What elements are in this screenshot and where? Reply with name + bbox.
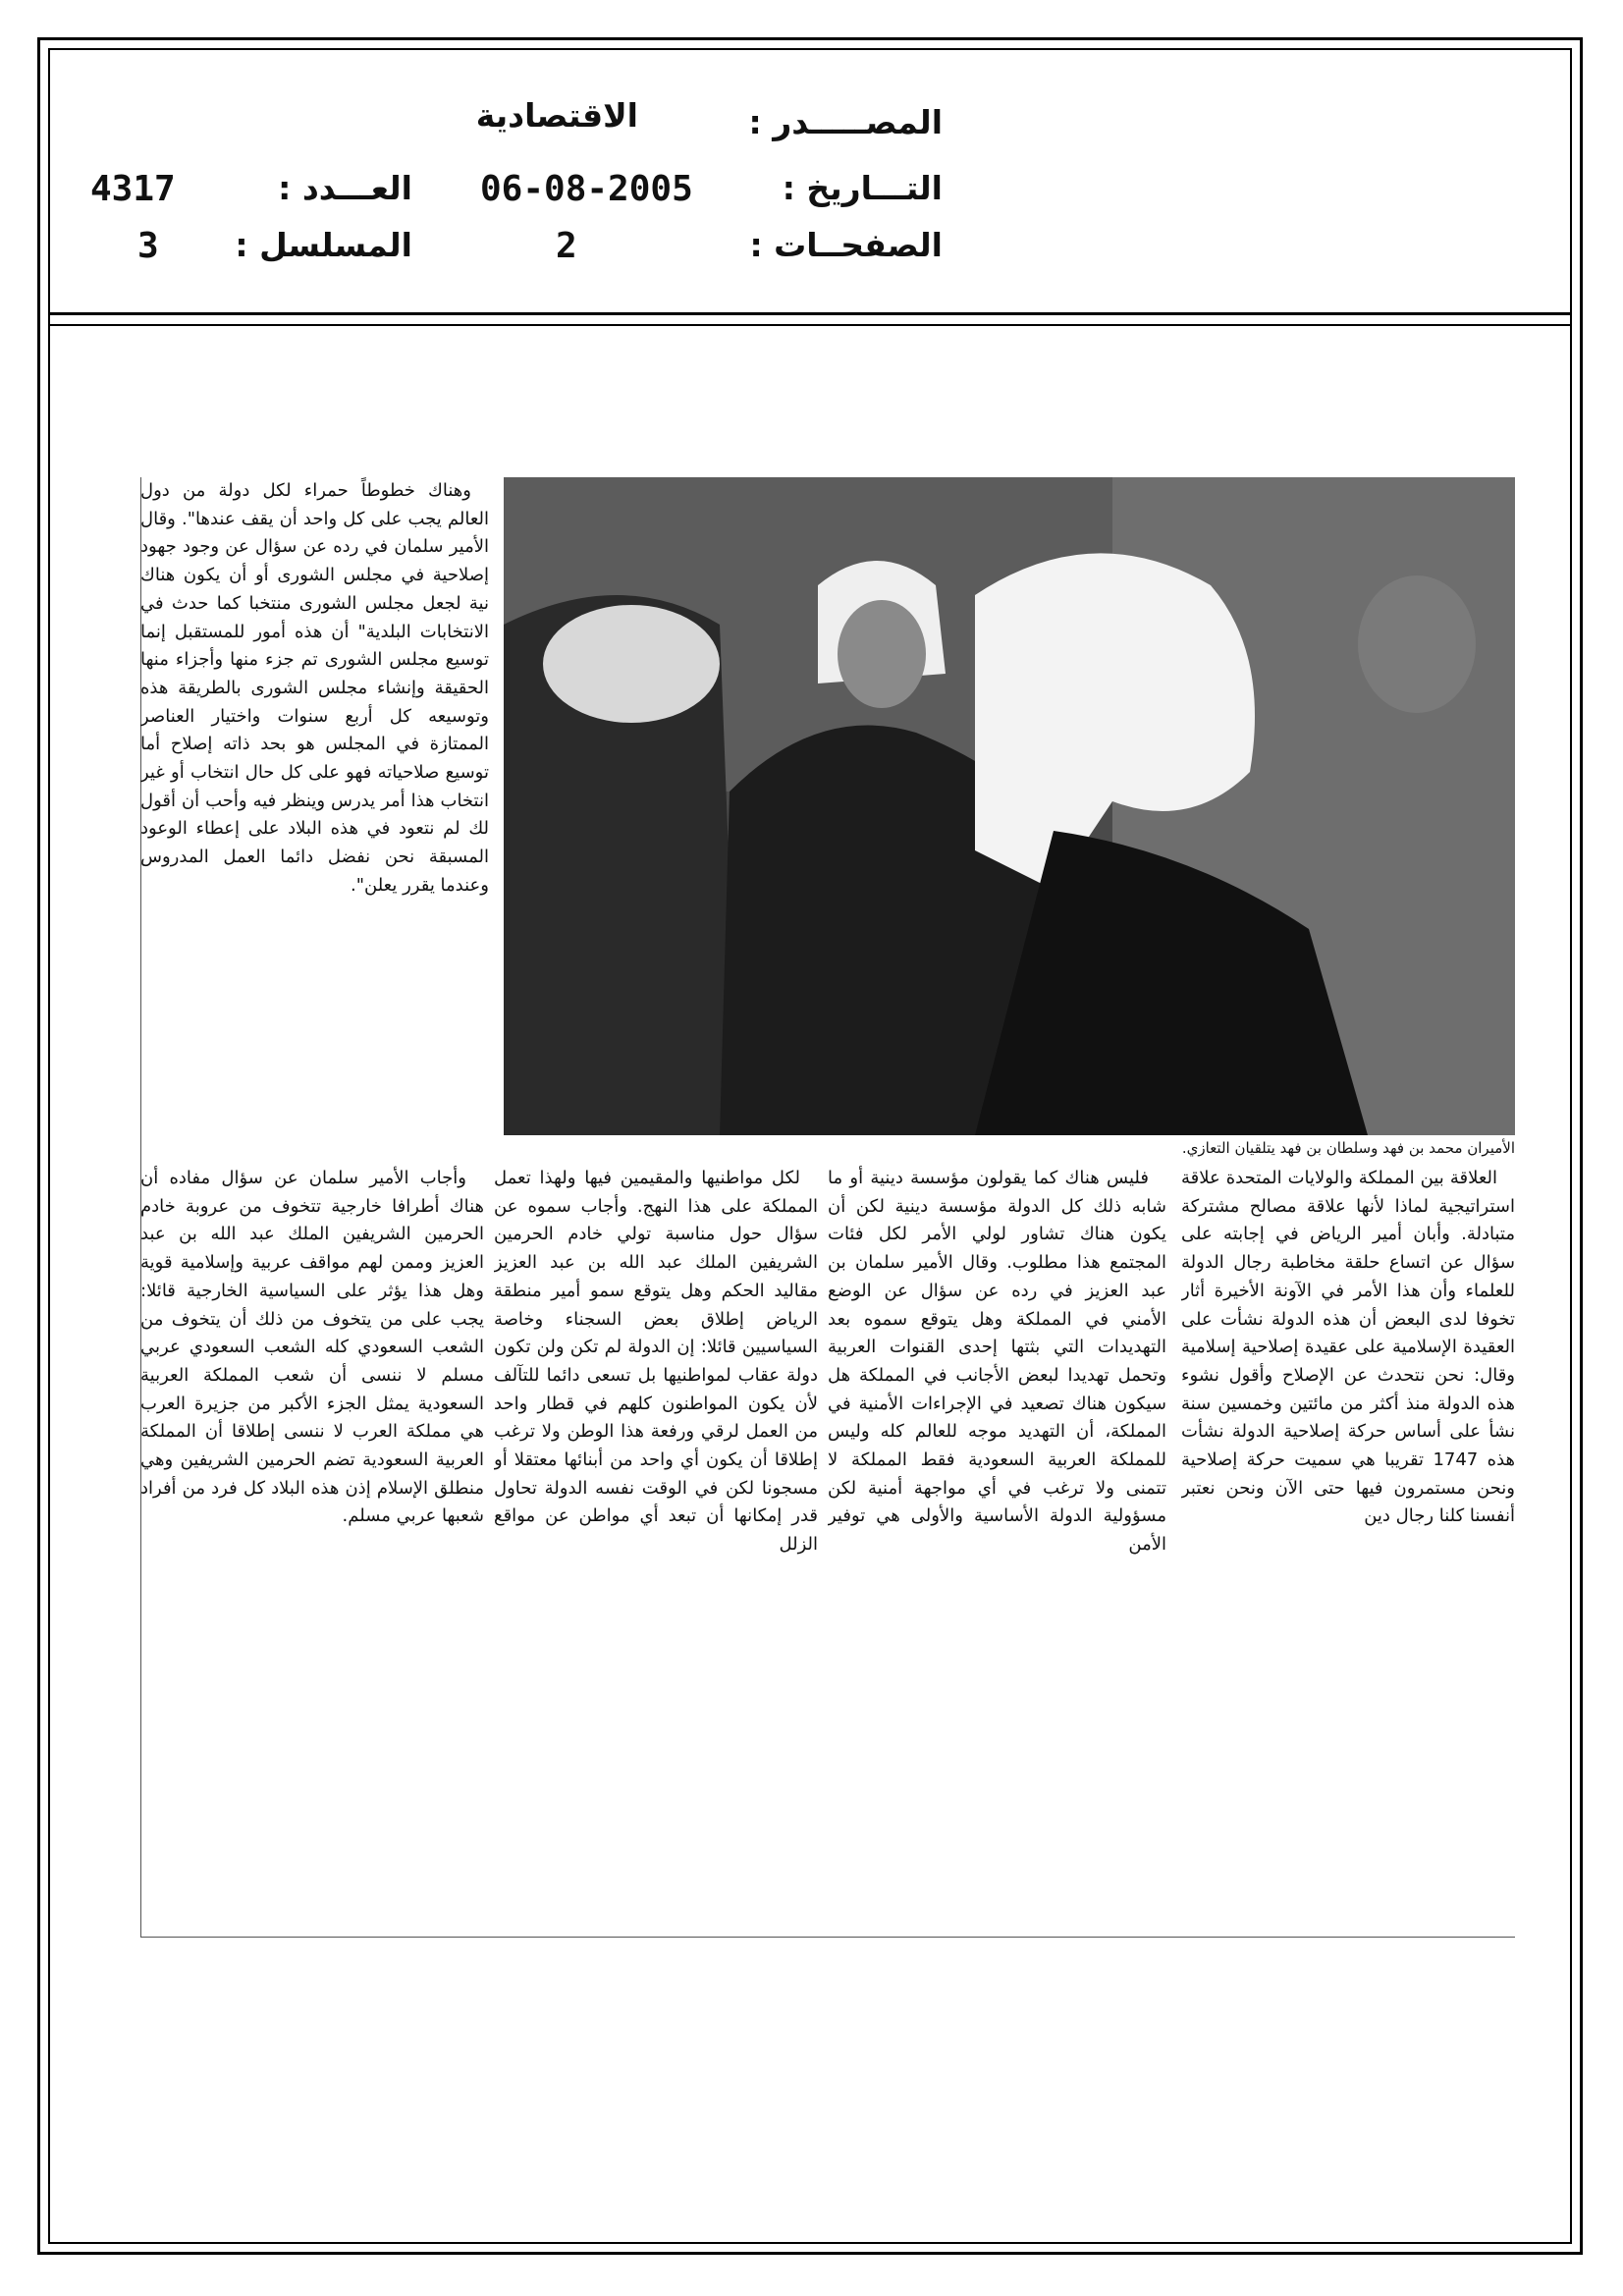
paragraph: وهناك خطوطاً حمراء لكل دولة من دول العالم يجب على كل واحد أن يقف عندها". وقال الأمير سلمان في رده عن سؤال عن وجود جهود إصلاحية في مجلس الشورى أو أن يكون هناك نية لجعل مجلس الشورى منتخبا كما حدث في الانتخابات البلدية" أن هذه أمور للمستقبل إنما توسيع مجلس الشورى تم جزء منها وأجزاء منها الحقيقة وإنشاء مجلس الشورى بالطريقة هذه وتوسيعه كل أربع سنوات واختيار العناصر الممتازة في المجلس هو بحد ذاته إصلاح أما توسيع صلاحياته فهو على كل حال انتخاب أو غير انتخاب هذا أمر يدرس وينظر فيه وأحب أن أقول لك لم نتعود في هذه البلاد على إعطاء الوعود المسبقة نحن نفضل دائما العمل المدروس وعندما يقرر يعلن". (140, 480, 489, 896)
clipping-bottom-rule (140, 1937, 1515, 1938)
source-label: المصـــــدر : (748, 103, 943, 141)
date-value: 06-08-2005 (480, 169, 693, 209)
article-column-top-left (140, 477, 489, 1165)
paragraph: العلاقة بين المملكة والولايات المتحدة علاقة استراتيجية لماذا لأنها علاقة مصالح مشتركة متبادلة. وأبان أمير الرياض في إجابته على سؤال عن اتساع حلقة مخاطبة رجال الدولة للعلماء وأن هذا الأمر في الآونة الأخيرة أثار تخوفا لدى البعض أن هذه الدولة نشأت على العقيدة الإسلامية على عقيدة إصلاحية إسلامية وقال: نحن نتحدث عن الإصلاح وأقول نشوء هذه الدولة منذ أكثر من مائتين وخمسين سنة نشأ على أساس حركة إصلاحية الدولة نشأت هذه 1747 تقريبا هي سميت حركة إصلاحية ونحن مستمرون فيها حتى الآن ونحن نعتبر أنفسنا كلنا رجال دين (1181, 1168, 1515, 1527)
photo-illustration (504, 477, 1515, 1135)
news-photo (504, 477, 1515, 1135)
newspaper-clipping (140, 477, 1515, 1941)
article-column-4 (140, 1165, 484, 1764)
paragraph: وأجاب الأمير سلمان عن سؤال مفاده أن هناك أطرافا خارجية تتخوف من عروبة خادم الحرمين الشريفين الملك عبد الله بن عبد العزيز وممن لهم مواقف عربية وإسلامية قوية وهل هذا يؤثر على السياسية الخارجية قائلا: يجب على من يتخوف من ذلك أن يتخوف من الشعب السعودي كله الشعب السعودي عربي مسلم لا ننسى أن شعب المملكة العربية السعودية يمثل الجزء الأكبر من جزيرة العرب هي مملكة العرب لا ننسى إطلاقا أن المملكة العربية السعودية تضم الحرمين الشريفين وهي منطلق الإسلام إذن هذه البلاد كل فرد من أفراد شعبها عربي مسلم. (140, 1168, 484, 1527)
pages-value: 2 (556, 226, 577, 266)
photo-caption: الأميران محمد بن فهد وسلطان بن فهد يتلقيان التعازي. (1181, 1139, 1515, 1157)
article-column-3 (494, 1165, 818, 1666)
header-divider (48, 312, 1572, 315)
paragraph: لكل مواطنيها والمقيمين فيها ولهذا تعمل المملكة على هذا النهج. وأجاب سموه عن سؤال حول مناسبة تولي خادم الحرمين الشريفين الملك عبد الله بن عبد العزيز مقاليد الحكم وهل يتوقع سمو أمير منطقة الرياض إطلاق بعض السجناء وخاصة السياسيين قائلا: إن الدولة لم تكن ولن تكون دولة عقاب لمواطنيها بل تسعى دائما للتآلف لأن يكون المواطنون كلهم في قطار واحد من العمل لرقي ورفعة هذا الوطن ولا ترغب إطلاقا أن يكون أي واحد من أبنائها معتقلا أو مسجونا لكن في الوقت نفسه الدولة تحاول قدر إمكانها أن تبعد أي مواطن عن مواقع الزلل (494, 1168, 818, 1556)
article-column-2 (828, 1165, 1166, 1764)
issue-value: 4317 (90, 169, 176, 209)
serial-label: المسلسل : (235, 226, 412, 264)
source-value: الاقتصادية (475, 96, 638, 135)
paragraph: فليس هناك كما يقولون مؤسسة دينية أو ما شابه ذلك كل الدولة مؤسسة دينية لكن أن يكون هناك تشاور لولي الأمر لكل فئات المجتمع هذا مطلوب. وقال الأمير سلمان بن عبد العزيز في رده عن سؤال عن الوضع الأمني في المملكة وهل يتوقع سموه بعد التهديدات التي بثتها إحدى القنوات العربية وتحمل تهديدا لبعض الأجانب في المملكة هل سيكون هناك تصعيد في الإجراءات الأمنية في المملكة، أن التهديد موجه للعالم كله وليس للمملكة العربية السعودية فقط المملكة لا تتمنى ولا ترغب في أي مواجهة أمنية لكن مسؤولية الدولة الأساسية والأولى هي توفير الأمن (828, 1168, 1166, 1556)
header-divider-inner (48, 324, 1572, 326)
serial-value: 3 (137, 226, 159, 266)
date-label: التـــاريخ : (782, 169, 943, 207)
pages-label: الصفحــات : (749, 226, 943, 264)
article-column-1 (1181, 1165, 1515, 1911)
issue-label: العـــدد : (278, 169, 412, 207)
